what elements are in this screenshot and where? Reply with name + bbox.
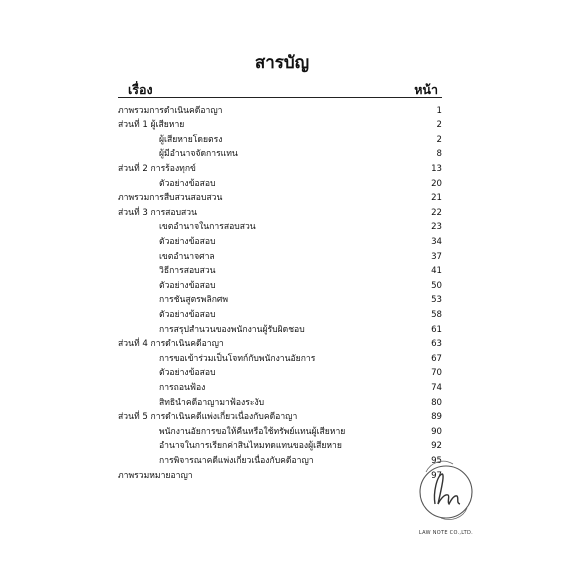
toc-entry bbox=[0, 469, 442, 484]
toc-entry bbox=[0, 177, 442, 192]
toc-entry-title: ส่วนที่ 5 การดำเนินคดีแพ่งเกี่ยวเนื่องกับคดีอาญา bbox=[118, 412, 298, 423]
toc-entry-page-number: 58 bbox=[431, 309, 442, 320]
toc-entry bbox=[0, 118, 442, 133]
column-header-page: หน้า bbox=[414, 82, 438, 97]
toc-entry-page-number: 61 bbox=[431, 324, 442, 335]
column-header-subject: เรื่อง bbox=[128, 82, 153, 97]
toc-entry-title: ตัวอย่างข้อสอบ bbox=[159, 309, 216, 320]
toc-entry-title: ผู้เสียหายโดยตรง bbox=[159, 134, 223, 145]
toc-entry-page-number: 8 bbox=[436, 149, 442, 160]
logo-caption: LAW NOTE CO.,LTD. bbox=[418, 530, 474, 536]
toc-entry bbox=[0, 381, 442, 396]
toc-entry bbox=[0, 279, 442, 294]
toc-entry bbox=[0, 147, 442, 162]
toc-entry-page-number: 74 bbox=[431, 382, 442, 393]
toc-entry bbox=[0, 396, 442, 411]
toc-entry bbox=[0, 308, 442, 323]
toc-entry-page-number: 2 bbox=[436, 134, 442, 145]
toc-entry bbox=[0, 104, 442, 119]
toc-entry-title: ผู้มีอำนาจจัดการแทน bbox=[159, 149, 238, 160]
toc-entry-title: ตัวอย่างข้อสอบ bbox=[159, 280, 216, 291]
toc-entry bbox=[0, 250, 442, 265]
toc-entry-page-number: 53 bbox=[431, 295, 442, 306]
toc-entry-title: การชันสูตรพลิกศพ bbox=[159, 295, 229, 306]
page-title: สารบัญ bbox=[254, 53, 310, 73]
toc-entry-title: พนักงานอัยการขอให้คืนหรือใช้ทรัพย์แทนผู้เสียหาย bbox=[159, 426, 346, 437]
toc-entry-title: การขอเข้าร่วมเป็นโจทก์กับพนักงานอัยการ bbox=[159, 353, 316, 364]
toc-entry-title: ส่วนที่ 3 การสอบสวน bbox=[118, 207, 197, 218]
toc-entry bbox=[0, 206, 442, 221]
toc-entry-page-number: 37 bbox=[431, 251, 442, 262]
toc-entry bbox=[0, 410, 442, 425]
toc-entry-title: การถอนฟ้อง bbox=[159, 382, 206, 393]
toc-entry-page-number: 70 bbox=[431, 368, 442, 379]
toc-entry-page-number: 13 bbox=[431, 163, 442, 174]
toc-entry-page-number: 90 bbox=[431, 426, 442, 437]
toc-entry-page-number: 97 bbox=[431, 470, 442, 481]
toc-entry-title: ภาพรวมหมายอาญา bbox=[118, 470, 193, 481]
toc-entry bbox=[0, 352, 442, 367]
toc-entry-title: ส่วนที่ 2 การร้องทุกข์ bbox=[118, 163, 196, 174]
toc-entry-page-number: 1 bbox=[436, 105, 442, 116]
toc-entry-page-number: 89 bbox=[431, 412, 442, 423]
toc-entry-title: ตัวอย่างข้อสอบ bbox=[159, 368, 216, 379]
toc-entry-title: วิธีการสอบสวน bbox=[159, 266, 216, 277]
toc-entry-title: อำนาจในการเรียกค่าสินไหมทดแทนของผู้เสียหาย bbox=[159, 441, 342, 452]
toc-entry-title: ตัวอย่างข้อสอบ bbox=[159, 178, 216, 189]
toc-entry bbox=[0, 191, 442, 206]
toc-entry-page-number: 92 bbox=[431, 441, 442, 452]
toc-entry bbox=[0, 439, 442, 454]
toc-entry-page-number: 67 bbox=[431, 353, 442, 364]
toc-entry-title: ส่วนที่ 1 ผู้เสียหาย bbox=[118, 120, 185, 131]
toc-entry bbox=[0, 220, 442, 235]
law-note-logo bbox=[393, 452, 499, 552]
toc-entry-page-number: 50 bbox=[431, 280, 442, 291]
toc-entry-title: สิทธินำคดีอาญามาฟ้องระงับ bbox=[159, 397, 265, 408]
toc-entry-title: ส่วนที่ 4 การดำเนินคดีอาญา bbox=[118, 339, 224, 350]
toc-entry bbox=[0, 264, 442, 279]
toc-entry-page-number: 22 bbox=[431, 207, 442, 218]
toc-entry-page-number: 41 bbox=[431, 266, 442, 277]
toc-entry bbox=[0, 293, 442, 308]
toc-entry-title: เขตอำนาจในการสอบสวน bbox=[159, 222, 256, 233]
toc-entry-title: การสรุปสำนวนของพนักงานผู้รับผิดชอบ bbox=[159, 324, 305, 335]
toc-entry-page-number: 63 bbox=[431, 339, 442, 350]
toc-entry bbox=[0, 133, 442, 148]
toc-entry-title: ตัวอย่างข้อสอบ bbox=[159, 236, 216, 247]
toc-entry-page-number: 21 bbox=[431, 193, 442, 204]
toc-entry-page-number: 20 bbox=[431, 178, 442, 189]
toc-entry bbox=[0, 337, 442, 352]
toc-entry-page-number: 34 bbox=[431, 236, 442, 247]
toc-entry-page-number: 2 bbox=[436, 120, 442, 131]
toc-entry-page-number: 23 bbox=[431, 222, 442, 233]
toc-entry-page-number: 95 bbox=[431, 455, 442, 466]
toc-entry-title: ภาพรวมการสืบสวนสอบสวน bbox=[118, 193, 223, 204]
toc-entry bbox=[0, 366, 442, 381]
toc-entry bbox=[0, 454, 442, 469]
toc-entry bbox=[0, 162, 442, 177]
toc-entry bbox=[0, 425, 442, 440]
toc-entry bbox=[0, 323, 442, 338]
toc-entry bbox=[0, 235, 442, 250]
toc-entry-title: ภาพรวมการดำเนินคดีอาญา bbox=[118, 105, 223, 116]
toc-entry-title: เขตอำนาจศาล bbox=[159, 251, 215, 262]
toc-entry-title: การพิจารณาคดีแพ่งเกี่ยวเนื่องกับคดีอาญา bbox=[159, 455, 314, 466]
toc-entry-page-number: 80 bbox=[431, 397, 442, 408]
